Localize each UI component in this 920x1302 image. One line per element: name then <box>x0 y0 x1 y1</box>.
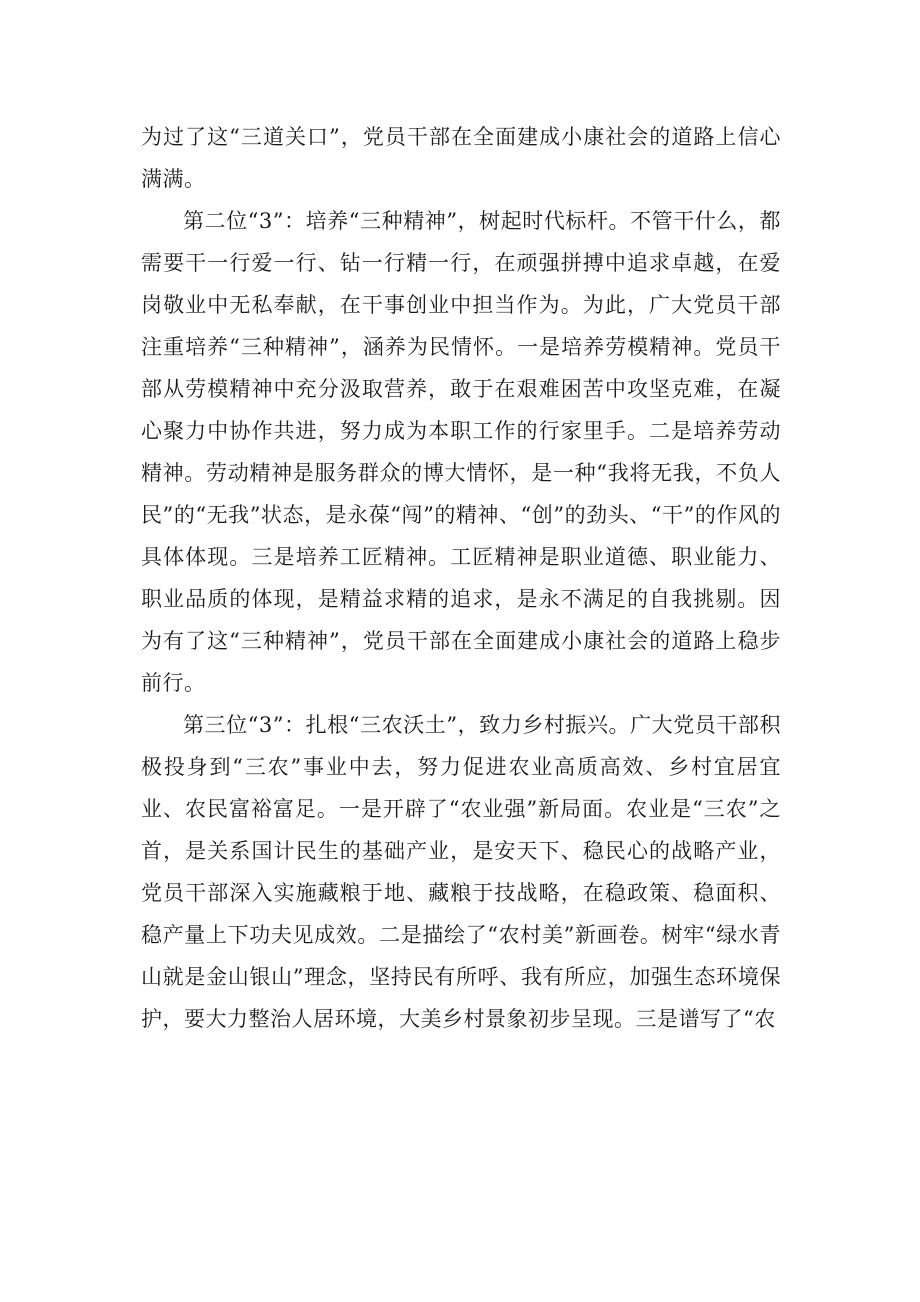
paragraph-third-three: 第三位“3”：扎根“三农沃土”，致力乡村振兴。广大党员干部积极投身到“三农”事业中去，努力促进农业高质高效、乡村宜居宜业、农民富裕富足。一是开辟了“农业强”新局面。农业是“三农”之首，是关系国计民生的基础产业，是安天下、稳民心的战略产业，党员干部深入实施藏粮于地、藏粮于技战略，在稳政策、稳面积、稳产量上下功夫见成效。二是描绘了“农村美”新画卷。树牢“绿水青山就是金山银山”理念，坚持民有所呼、我有所应，加强生态环境保护，要大力整治人居环境，大美乡村景象初步呈现。三是谱写了“农 <box>141 713 781 1031</box>
paragraph-continuation: 为过了这“三道关口”，党员干部在全面建成小康社会的道路上信心满满。 <box>141 125 781 191</box>
paragraph-second-three: 第二位“3”：培养“三种精神”，树起时代标杆。不管干什么，都需要干一行爱一行、钻一行精一行，在顽强拼搏中追求卓越，在爱岗敬业中无私奉献，在干事创业中担当作为。为此，广大党员干部注重培养“三种精神”，涵养为民情怀。一是培养劳模精神。党员干部从劳模精神中充分汲取营养，敢于在艰难困苦中攻坚克难，在凝心聚力中协作共进，努力成为本职工作的行家里手。二是培养劳动精神。劳动精神是服务群众的博大情怀，是一种“我将无我，不负人民”的“无我”状态，是永葆“闯”的精神、“创”的劲头、“干”的作风的具体体现。三是培养工匠精神。工匠精神是职业道德、职业能力、职业品质的体现，是精益求精的追求，是永不满足的自我挑剔。因为有了这“三种精神”，党员干部在全面建成小康社会的道路上稳步前行。 <box>141 209 781 695</box>
document-body <box>141 116 781 1040</box>
